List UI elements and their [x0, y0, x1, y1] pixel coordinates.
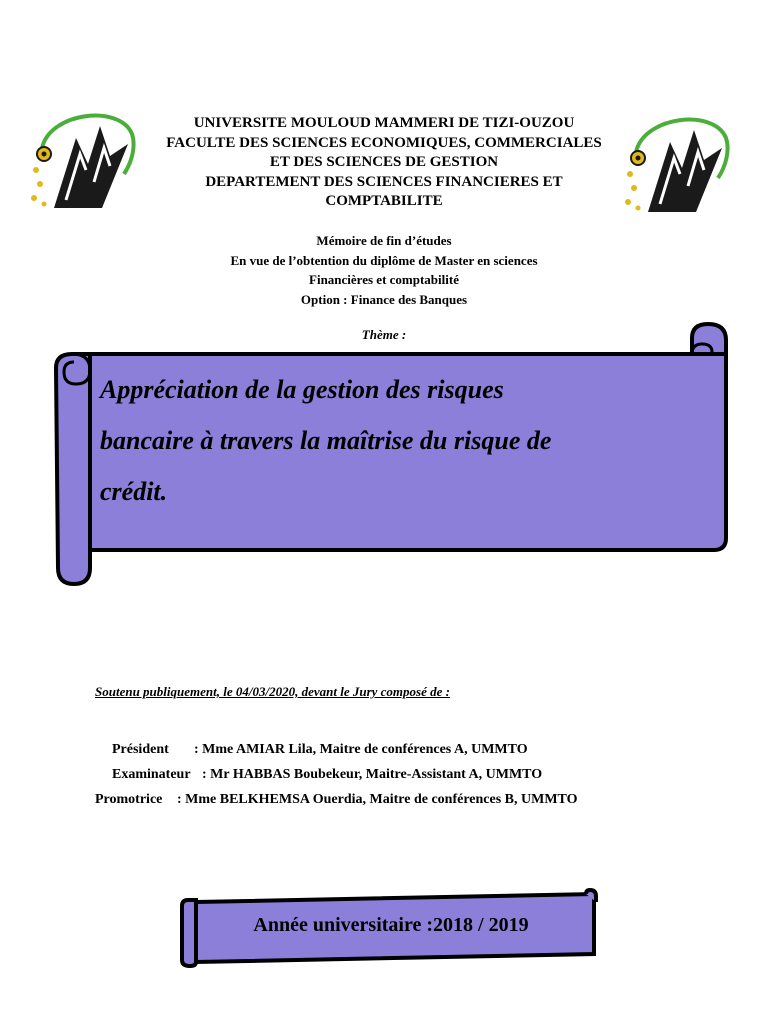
header-line: DEPARTEMENT DES SCIENCES FINANCIERES ET	[205, 173, 563, 190]
title-line: crédit.	[100, 477, 168, 506]
memoire-block	[150, 231, 618, 309]
header-line: FACULTE DES SCIENCES ECONOMIQUES, COMMERCIALES	[166, 134, 602, 151]
memoire-line: Financières et comptabilité	[309, 272, 459, 287]
jury-details: : Mr HABBAS Boubekeur, Maitre-Assistant A, UMMTO	[202, 767, 543, 782]
title-line: bancaire à travers la maîtrise du risque de	[100, 426, 552, 455]
jury-member-president	[112, 742, 528, 758]
jury-details: : Mme BELKHEMSA Ouerdia, Maitre de conférences B, UMMTO	[177, 792, 578, 807]
theme-label: Thème :	[361, 327, 407, 342]
header-line: UNIVERSITE MOULOUD MAMMERI DE TIZI-OUZOU	[193, 115, 575, 131]
jury-details: : Mme AMIAR Lila, Maitre de conférences A, UMMTO	[194, 742, 528, 757]
title-line: Appréciation de la gestion des risques	[100, 375, 504, 404]
jury-member-promotrice	[95, 792, 578, 808]
jury-role: Président	[112, 742, 169, 757]
memoire-line: Option : Finance des Banques	[300, 291, 468, 307]
memoire-line: En vue de l’obtention du diplôme de Master en sciences	[230, 252, 538, 268]
jury-member-examinateur	[112, 767, 542, 783]
memoire-line: Mémoire de fin d’études	[316, 233, 452, 248]
academic-year: Année universitaire :2018 / 2019	[253, 914, 529, 936]
jury-role: Examinateur	[112, 767, 191, 782]
thesis-title	[100, 364, 690, 517]
university-logo-left-icon	[28, 104, 140, 214]
header-line: COMPTABILITE	[325, 193, 443, 209]
defense-statement: Soutenu publiquement, le 04/03/2020, devant le Jury composé de :	[95, 684, 450, 699]
jury-role: Promotrice	[95, 792, 163, 807]
header-line: ET DES SCIENCES DE GESTION	[269, 154, 499, 170]
university-header	[130, 114, 638, 212]
university-logo-right-icon	[622, 108, 734, 218]
